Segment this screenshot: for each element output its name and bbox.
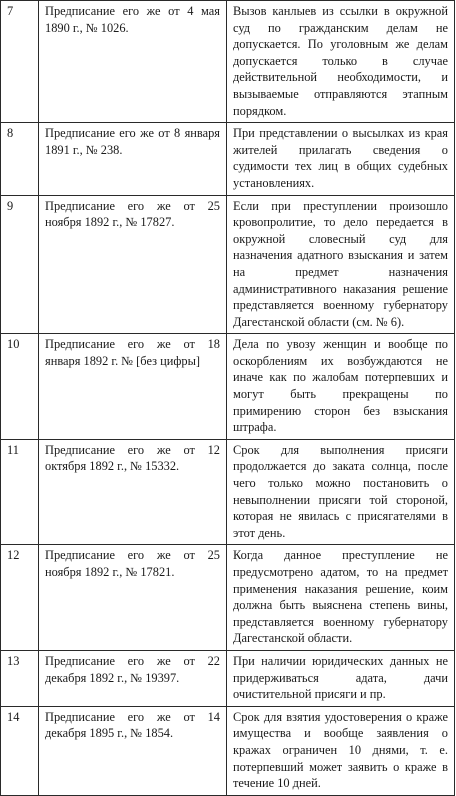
source-cell: Предписание его же от 25 ноября 1892 г., № 17821. <box>39 545 227 651</box>
description-cell: Когда данное преступление не предусмотрено адатом, то на предмет применения наказания решение, коим должна быть выяснена степень вины, представляется военному губернатору Дагестанской области. <box>227 545 455 651</box>
table-row <box>1 1 455 123</box>
source-cell: Предписание его же от 18 января 1892 г. № [без цифры] <box>39 334 227 440</box>
row-number: 14 <box>1 706 39 795</box>
row-number: 13 <box>1 650 39 706</box>
source-cell: Предписание его же от 22 декабря 1892 г., № 19397. <box>39 650 227 706</box>
table-row <box>1 195 455 334</box>
description-cell: Дела по увозу женщин и вообще по оскорблениям их возбуждаются не иначе как по жалобам потерпевших и могут быть прекращены по примирению сторон без взыскания штрафа. <box>227 334 455 440</box>
row-number: 8 <box>1 123 39 195</box>
description-cell: Если при преступлении произошло кровопролитие, то дело передается в окружной словесный суд для назначения адатного взыскания и затем на предмет назначения административного наказания решение представляется военному губернатору Дагестанской области (см. № 6). <box>227 195 455 334</box>
source-cell: Предписание его же от 4 мая 1890 г., № 1026. <box>39 1 227 123</box>
row-number: 7 <box>1 1 39 123</box>
table-row <box>1 439 455 545</box>
table-row <box>1 334 455 440</box>
description-cell: Срок для выполнения присяги продолжается до заката солнца, после чего только можно постановить о невыполнении присяги той стороной, которая не явилась с присягателями в этот день. <box>227 439 455 545</box>
source-cell: Предписание его же от 25 ноября 1892 г., № 17827. <box>39 195 227 334</box>
source-cell: Предписание его же от 8 января 1891 г., № 238. <box>39 123 227 195</box>
table-row <box>1 650 455 706</box>
row-number: 12 <box>1 545 39 651</box>
description-cell: При представлении о высылках из края жителей прилагать сведения о судимости тех лиц в общих судебных установлениях. <box>227 123 455 195</box>
description-cell: При наличии юридических данных не придерживаться адата, дачи очистительной присяги и пр. <box>227 650 455 706</box>
row-number: 11 <box>1 439 39 545</box>
description-cell: Вызов канлыев из ссылки в окружной суд по гражданским делам не допускается. По уголовным же делам допускается только в случае действительной необходимости, и вызываемые отправляются этапным порядком. <box>227 1 455 123</box>
source-cell: Предписание его же от 14 декабря 1895 г., № 1854. <box>39 706 227 795</box>
table-row <box>1 545 455 651</box>
table-row <box>1 123 455 195</box>
row-number: 9 <box>1 195 39 334</box>
source-cell: Предписание его же от 12 октября 1892 г., № 15332. <box>39 439 227 545</box>
row-number: 10 <box>1 334 39 440</box>
table-row <box>1 706 455 795</box>
description-cell: Срок для взятия удостоверения о краже имущества и вообще заявления о кражах ограничен 10 днями, т. е. потерпевший может заявить о краже в течение 10 дней. <box>227 706 455 795</box>
